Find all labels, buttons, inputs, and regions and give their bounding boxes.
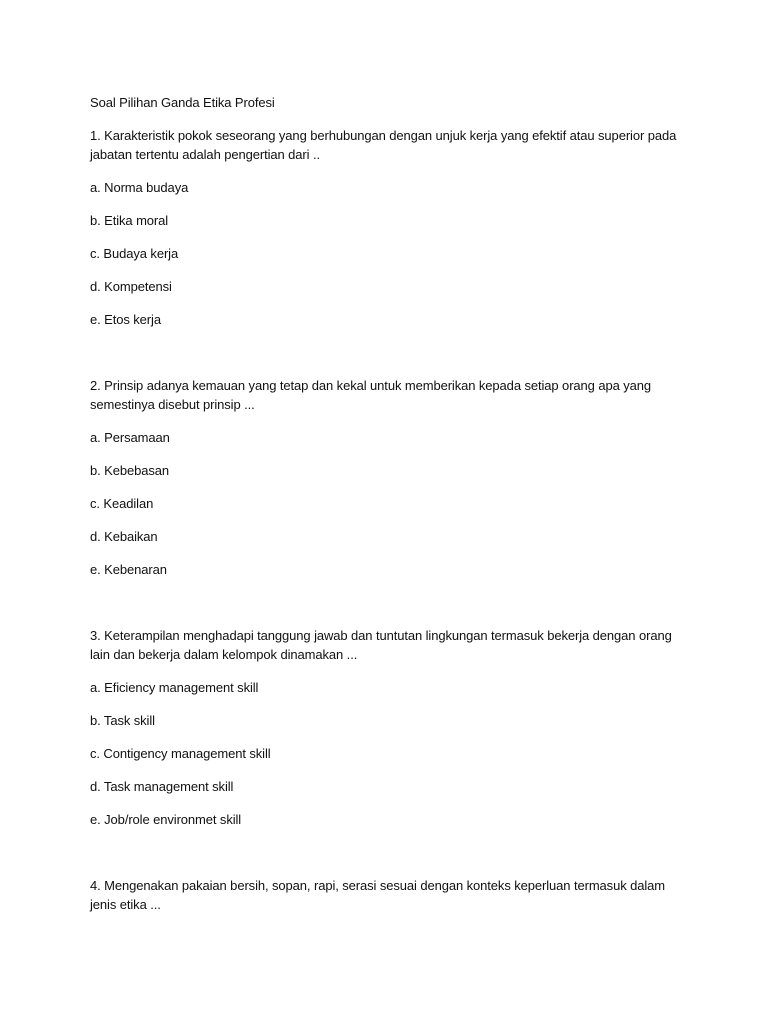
question-3-text-line-1: 3. Keterampilan menghadapi tanggung jawab dan tuntutan lingkungan termasuk bekerja dengan orang: [90, 628, 672, 643]
question-1-option-d: d. Kompetensi: [90, 279, 172, 294]
question-3-option-d: d. Task management skill: [90, 779, 234, 794]
question-3-option-e: e. Job/role environmet skill: [90, 812, 242, 827]
question-1-text-line-1: 1. Karakteristik pokok seseorang yang berhubungan dengan unjuk kerja yang efektif atau superior pada: [90, 128, 677, 143]
question-2-option-d: d. Kebaikan: [90, 529, 158, 544]
question-3-option-c: c. Contigency management skill: [90, 746, 271, 761]
question-1-option-b: b. Etika moral: [90, 213, 169, 228]
question-4-text-line-2: jenis etika ...: [90, 897, 161, 912]
question-3-text-line-2: lain dan bekerja dalam kelompok dinamakan ...: [90, 647, 358, 662]
question-2-option-c: c. Keadilan: [90, 496, 154, 511]
question-2-text-line-1: 2. Prinsip adanya kemauan yang tetap dan kekal untuk memberikan kepada setiap orang apa yang: [90, 378, 652, 393]
question-2-option-b: b. Kebebasan: [90, 463, 170, 478]
question-2-option-a: a. Persamaan: [90, 430, 170, 445]
question-2-option-e: e. Kebenaran: [90, 562, 167, 577]
question-1-option-c: c. Budaya kerja: [90, 246, 179, 261]
question-3-option-a: a. Eficiency management skill: [90, 680, 259, 695]
question-4-text-line-1: 4. Mengenakan pakaian bersih, sopan, rapi, serasi sesuai dengan konteks keperluan termasuk dalam: [90, 878, 666, 893]
document-title: Soal Pilihan Ganda Etika Profesi: [90, 95, 275, 110]
question-1-text-line-2: jabatan tertentu adalah pengertian dari ..: [90, 147, 320, 162]
question-3-option-b: b. Task skill: [90, 713, 155, 728]
question-2-text-line-2: semestinya disebut prinsip ...: [90, 397, 255, 412]
question-1-option-e: e. Etos kerja: [90, 312, 161, 327]
question-1-option-a: a. Norma budaya: [90, 180, 189, 195]
